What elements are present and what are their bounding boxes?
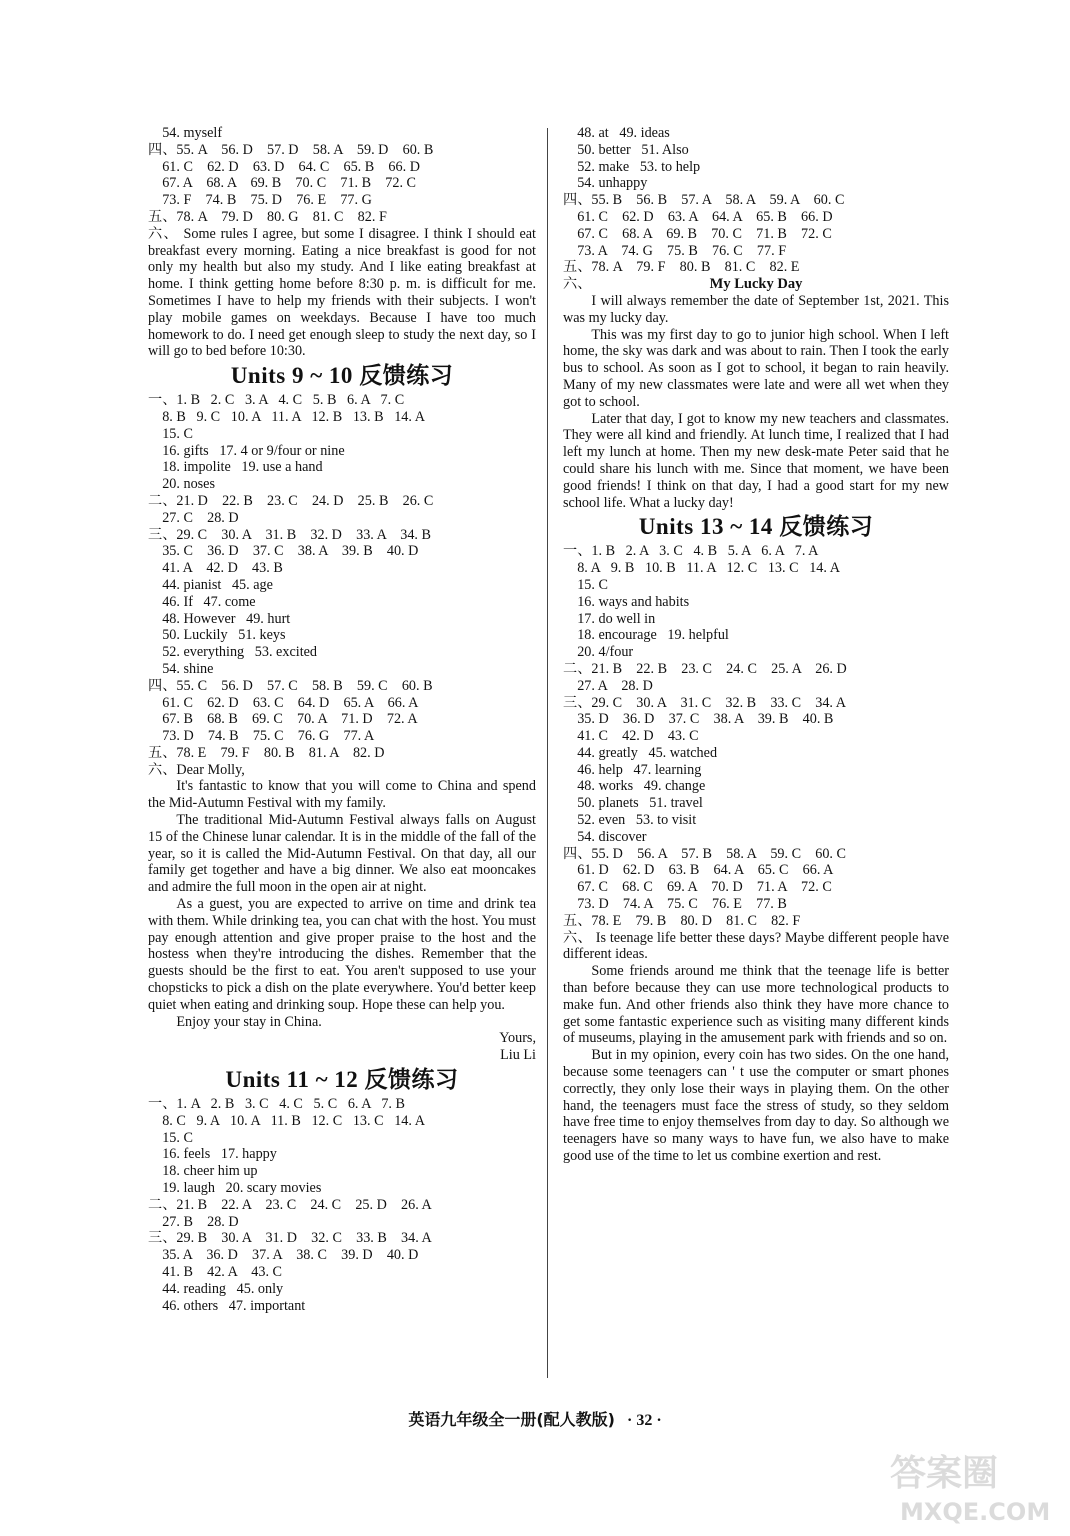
- answer-line: 二、21. B 22. B 23. C 24. C 25. A 26. D: [563, 660, 847, 677]
- essay-paragraph: As a guest, you are expected to arrive on time and drink tea with them. While drinking tea, you can chat with the host. You must pay enough attention and give proper praise to the host and the hostess when they're introducing the dishes. Remember that the guests should be the first to eat. You aren't supposed to use your chopsticks to pick a dish on the plate everywhere. You'd better keep quiet when eating and drinking soup. Hope these can help you.: [148, 896, 536, 1013]
- answer-line: 67. C 68. C 69. A 70. D 71. A 72. C: [563, 879, 832, 896]
- answer-line: 8. A 9. B 10. B 11. A 12. C 13. C 14. A: [563, 560, 840, 577]
- answer-line: 44. reading 45. only: [148, 1280, 284, 1297]
- essay-paragraph: But in my opinion, every coin has two sides. On the one hand, because some teenagers can ' t use the computer or smart phones correctly, they only lose their ways in playing them. On the other hand, the teenagers must face the stress of study, so they seldom have free time to enjoy themselves from day to day. So although we teenagers have so many ways to have fun, we also have to make good use of the time to let us combine exertion and rest.: [563, 1047, 949, 1165]
- answer-line: 35. A 36. D 37. A 38. C 39. D 40. D: [148, 1247, 419, 1264]
- essay-paragraph: 六、 Some rules I agree, but some I disagree. I think I should eat breakfast every morning. Eating a nice breakfast is good for not only my health but also my study. And I like eating breakfast at home. I think getting home before 8:30 p. m. is difficult for me. Sometimes I have to help my friends with their subjects. I won't play mobile games on weekdays. Because I have too much homework to do. I need get enough sleep to study the next day, so I will go to bed before 10:30.: [148, 225, 536, 360]
- svg-text:答案圈: 答案圈: [890, 1453, 999, 1494]
- answer-line: 五、78. E 79. F 80. B 81. A 82. D: [148, 744, 385, 761]
- page-number: · 32 ·: [626, 1412, 662, 1429]
- essay-paragraph: Enjoy your stay in China.: [176, 1013, 322, 1030]
- answer-line: 五、78. A 79. F 80. B 81. C 82. E: [563, 259, 800, 276]
- answer-line: 8. C 9. A 10. A 11. B 12. C 13. C 14. A: [148, 1112, 425, 1129]
- answer-line: 50. planets 51. travel: [563, 795, 703, 812]
- answer-line: 19. laugh 20. scary movies: [148, 1180, 322, 1197]
- unit-heading-cn: 反馈练习: [359, 363, 454, 390]
- answer-line: 67. B 68. B 69. C 70. A 71. D 72. A: [148, 711, 418, 728]
- essay-title-line: [563, 276, 949, 293]
- book-title: 英语九年级全一册(配人教版): [408, 1410, 615, 1429]
- answer-line: 27. A 28. D: [563, 677, 653, 694]
- answer-line: 17. do well in: [563, 610, 656, 627]
- answer-line: 48. works 49. change: [563, 778, 706, 795]
- answer-line: 52. even 53. to visit: [563, 812, 697, 829]
- answer-line: 18. cheer him up: [148, 1163, 258, 1180]
- answer-line: 六、Dear Molly,: [148, 761, 245, 778]
- svg-text:MXQE.COM: MXQE.COM: [900, 1498, 1051, 1526]
- answer-line: 一、1. A 2. B 3. C 4. C 5. C 6. A 7. B: [148, 1096, 405, 1113]
- essay-paragraph: The traditional Mid-Autumn Festival always falls on August 15 of the Chinese lunar calendar. It is in the middle of the fall of the year, so it is called the Mid-Autumn Festival. On that day, all our family get together and have a big dinner. We also eat mooncakes and admire the full moon in the open air at night.: [148, 812, 536, 896]
- unit-heading-cn: 反馈练习: [364, 1067, 459, 1094]
- answer-line: 48. However 49. hurt: [148, 610, 291, 627]
- answer-line: 73. D 74. B 75. C 76. G 77. A: [148, 728, 375, 745]
- essay-paragraph: Some friends around me think that the teenage life is better than before because they can use more technological products to make fun. And other friends also think they have more chance to get some fantastic experience such as visiting many different kinds of museums, playing in the amusement park with friends and so on.: [563, 963, 949, 1047]
- answer-line: 41. B 42. A 43. C: [148, 1264, 283, 1280]
- answer-line: 73. F 74. B 75. D 76. E 77. G: [148, 192, 372, 209]
- section-marker: 六、: [563, 276, 592, 293]
- answer-line: 五、78. E 79. B 80. D 81. C 82. F: [563, 912, 801, 929]
- watermark-logo: [880, 1440, 1060, 1530]
- answer-line: 73. D 74. A 75. C 76. E 77. B: [563, 896, 787, 913]
- essay-paragraph: Later that day, I got to know my new teachers and classmates. They were all kind and friendly. At lunch time, I realized that I had left my lunch at home. Then my new desk-mate Peter said that he could share his lunch with me. Since that moment, we have been good friends! I think on that day, I had a good start for my new school life. What a lucky day!: [563, 410, 949, 511]
- answer-line: 20. noses: [148, 476, 215, 493]
- answer-line: 15. C: [148, 425, 193, 442]
- answer-line: 一、1. B 2. A 3. C 4. B 5. A 6. A 7. A: [563, 543, 819, 560]
- answer-line: 44. pianist 45. age: [148, 576, 273, 593]
- unit-heading: [563, 511, 949, 543]
- answer-line: 四、55. D 56. A 57. B 58. A 59. C 60. C: [563, 845, 846, 862]
- essay-paragraph: I will always remember the date of September 1st, 2021. This was my lucky day.: [563, 292, 949, 326]
- answer-line: 18. impolite 19. use a hand: [148, 459, 323, 476]
- answer-line: 61. C 62. D 63. A 64. A 65. B 66. D: [563, 208, 833, 225]
- answer-line: 54. myself: [148, 125, 223, 141]
- answer-line: 54. unhappy: [563, 175, 648, 192]
- answer-line: 46. others 47. important: [148, 1297, 306, 1314]
- answer-line: 三、29. C 30. A 31. C 32. B 33. C 34. A: [563, 694, 846, 711]
- left-column: [148, 125, 536, 1314]
- answer-line: 50. Luckily 51. keys: [148, 627, 286, 644]
- answer-line: 五、78. A 79. D 80. G 81. C 82. F: [148, 208, 387, 225]
- answer-line: 48. at 49. ideas: [563, 125, 670, 141]
- unit-heading-en: Units 9 ~ 10: [230, 363, 360, 389]
- answer-line: 61. D 62. D 63. B 64. A 65. C 66. A: [563, 862, 834, 879]
- answer-line: 41. C 42. D 43. C: [563, 728, 699, 745]
- answer-line: 二、21. D 22. B 23. C 24. D 25. B 26. C: [148, 492, 434, 509]
- answer-line: 46. help 47. learning: [563, 761, 702, 778]
- unit-heading: [148, 1064, 536, 1096]
- answer-line: 50. better 51. Also: [563, 141, 689, 158]
- answer-line: 73. A 74. G 75. B 76. C 77. F: [563, 242, 787, 259]
- answer-line: 16. gifts 17. 4 or 9/four or nine: [148, 442, 345, 459]
- answer-line: 15. C: [563, 576, 608, 593]
- answer-line: 27. C 28. D: [148, 509, 239, 526]
- answer-line: 52. everything 53. excited: [148, 644, 318, 661]
- answer-line: 61. C 62. D 63. D 64. C 65. B 66. D: [148, 158, 420, 175]
- unit-heading-en: Units 11 ~ 12: [225, 1067, 365, 1093]
- answer-line: 二、21. B 22. A 23. C 24. C 25. D 26. A: [148, 1196, 432, 1213]
- answer-line: 41. A 42. D 43. B: [148, 560, 283, 577]
- essay-title: My Lucky Day: [709, 276, 803, 293]
- unit-heading-en: Units 13 ~ 14: [638, 514, 780, 540]
- answer-line: 四、55. C 56. D 57. C 58. B 59. C 60. B: [148, 677, 433, 694]
- letter-signature: Yours,: [499, 1030, 536, 1047]
- answer-line: 8. B 9. C 10. A 11. A 12. B 13. B 14. A: [148, 408, 425, 425]
- answer-line: 61. C 62. D 63. C 64. D 65. A 66. A: [148, 694, 419, 711]
- answer-line: 35. C 36. D 37. C 38. A 39. B 40. D: [148, 543, 419, 560]
- answer-line: 一、1. B 2. C 3. A 4. C 5. B 6. A 7. C: [148, 392, 405, 409]
- essay-paragraph: This was my first day to go to junior high school. When I left home, the sky was dark and was about to rain. Then I took the early bus to school. As soon as I got to school, it began to rain heavily. Many of my new classmates were late and were all wet when they got to school.: [563, 326, 949, 410]
- letter-signature: Liu Li: [500, 1047, 536, 1064]
- answer-line: 35. D 36. D 37. C 38. A 39. B 40. B: [563, 711, 834, 728]
- answer-line: 20. 4/four: [563, 644, 634, 661]
- answer-line: 44. greatly 45. watched: [563, 744, 718, 761]
- answer-line: 15. C: [148, 1129, 193, 1146]
- answer-line: 54. shine: [148, 660, 214, 677]
- answer-line: 16. feels 17. happy: [148, 1146, 277, 1163]
- answer-line: 18. encourage 19. helpful: [563, 627, 729, 644]
- answer-line: 52. make 53. to help: [563, 158, 701, 175]
- answer-line: 四、55. A 56. D 57. D 58. A 59. D 60. B: [148, 141, 434, 158]
- answer-line: 四、55. B 56. B 57. A 58. A 59. A 60. C: [563, 192, 845, 209]
- essay-paragraph: It's fantastic to know that you will come to China and spend the Mid-Autumn Festival with my family.: [148, 778, 536, 812]
- column-divider: [547, 128, 548, 1378]
- answer-line: 67. A 68. A 69. B 70. C 71. B 72. C: [148, 175, 417, 192]
- page-footer: [0, 1407, 1070, 1430]
- essay-paragraph: 六、 Is teenage life better these days? Maybe different people have different ideas.: [563, 929, 949, 963]
- answer-line: 三、29. B 30. A 31. D 32. C 33. B 34. A: [148, 1230, 432, 1247]
- answer-line: 46. If 47. come: [148, 593, 256, 610]
- right-column: [563, 125, 949, 1165]
- answer-line: 54. discover: [563, 828, 647, 845]
- answer-line: 三、29. C 30. A 31. B 32. D 33. A 34. B: [148, 526, 431, 543]
- answer-line: 27. B 28. D: [148, 1213, 239, 1230]
- unit-heading-cn: 反馈练习: [779, 514, 874, 541]
- unit-heading: [148, 360, 536, 392]
- answer-line: 16. ways and habits: [563, 593, 690, 610]
- answer-line: 67. C 68. A 69. B 70. C 71. B 72. C: [563, 225, 832, 242]
